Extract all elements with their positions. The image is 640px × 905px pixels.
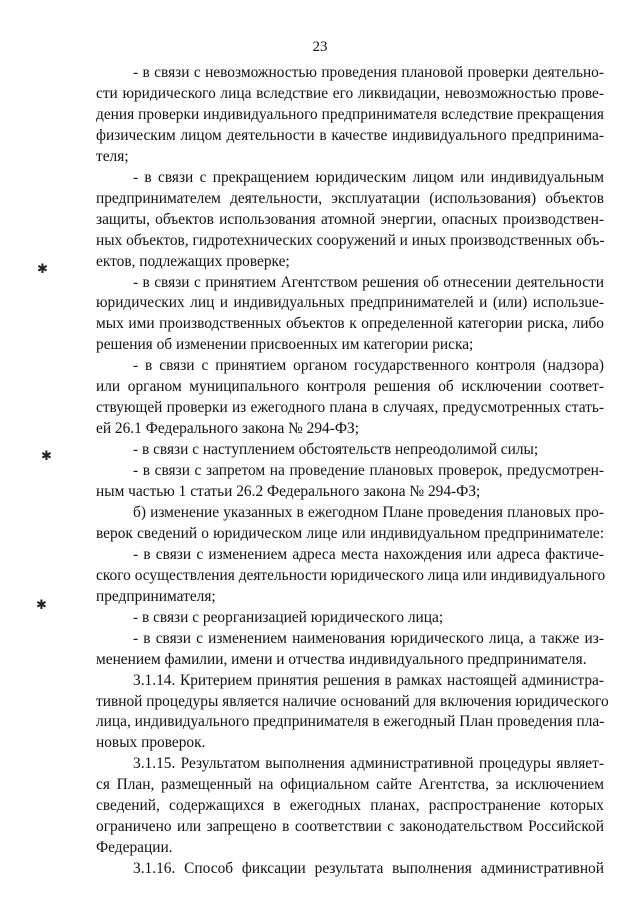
margin-mark: ✱ <box>36 597 47 612</box>
text-line: лица, индивидуального предпринимателя в ежегодный План проведения пла- <box>96 713 605 731</box>
text-line: сти юридического лица вследствие его ликвидации, невозможностью прове- <box>96 84 604 102</box>
text-line: теля; <box>96 147 129 165</box>
text-line: ных объектов, гидротехнических сооружений и иных производственных объ- <box>96 231 605 249</box>
text-line: решения об изменении присвоенных им категории риска; <box>96 336 474 354</box>
text-line: верок сведений о юридическом лице или индивидуальном предпринимателе: <box>96 524 604 542</box>
text-line: - в связи с принятием органом государственного контроля (надзора) <box>133 357 604 375</box>
text-line: защиты, объектов использования атомной энергии, опасных производствен- <box>96 210 604 228</box>
text-line: менением фамилии, имени и отчества индивидуального предпринимателя. <box>96 650 587 668</box>
text-line: дения проверки индивидуального предпринимателя вследствие прекращения <box>96 105 604 123</box>
text-line: новых проверок. <box>96 734 206 752</box>
text-line: физическим лицом деятельности в качестве индивидуального предпринима- <box>96 126 604 144</box>
text-line: б) изменение указанных в ежегодном Плане проведения плановых про- <box>133 503 604 521</box>
text-line: тивной процедуры является наличие оснований для включения юридического <box>96 692 609 710</box>
text-line: ся План, размещенный на официальном сайте Агентства, за исключением <box>96 776 604 794</box>
text-line: - в связи с изменением наименования юридического лица, а также из- <box>133 629 604 647</box>
page-number: 23 <box>312 39 328 55</box>
text-line: ограничено или запрещено в соответствии с законодательством Российской <box>96 818 604 836</box>
text-line: юридических лиц и индивидуальных предпринимателей и (или) использue- <box>96 294 604 312</box>
text-line: или органом муниципального контроля решения об исключении соответ- <box>96 378 604 396</box>
text-line: - в связи с запретом на проведение плановых проверок, предусмотрен- <box>133 462 604 480</box>
text-line: ным частью 1 статьи 26.2 Федерального закона № 294-ФЗ; <box>96 483 481 500</box>
text-line: - в связи с наступлением обстоятельств непреодолимой силы; <box>133 441 539 459</box>
margin-mark: ✱ <box>37 261 48 276</box>
text-line: мых ими производственных объектов к определенной категории риска, либо <box>96 315 604 333</box>
text-line: 3.1.14. Критерием принятия решения в рамках настоящей администра- <box>133 671 604 689</box>
text-line: - в связи с невозможностью проведения плановой проверки деятельно- <box>133 64 604 81</box>
text-line: предпринимателя; <box>96 587 216 605</box>
text-line: ей 26.1 Федерального закона № 294-ФЗ; <box>96 420 360 438</box>
text-line: ского осуществления деятельности юридического лица или индивидуального <box>96 566 606 584</box>
text-line: ствующей проверки из ежегодного плана в случаях, предусмотренных стать- <box>96 399 604 417</box>
text-line: Федерации. <box>96 839 173 857</box>
text-line: ектов, подлежащих проверке; <box>96 252 290 270</box>
text-line: - в связи с принятием Агентством решения об отнесении деятельности <box>133 273 604 291</box>
text-line: - в связи с прекращением юридическим лицом или индивидуальным <box>133 168 604 186</box>
text-line: 3.1.15. Результатом выполнения административной процедуры являет- <box>133 755 604 773</box>
text-line: предпринимателем деятельности, эксплуатации (использования) объектов <box>96 189 604 207</box>
text-line: сведений, содержащихся в ежегодных планах, распространение которых <box>96 797 604 815</box>
margin-mark: ✱ <box>41 448 52 463</box>
text-line: - в связи с реорганизацией юридического лица; <box>133 608 444 626</box>
text-line: 3.1.16. Способ фиксации результата выполнения административной <box>133 860 604 878</box>
text-line: - в связи с изменением адреса места нахождения или адреса фактиче- <box>133 545 604 563</box>
